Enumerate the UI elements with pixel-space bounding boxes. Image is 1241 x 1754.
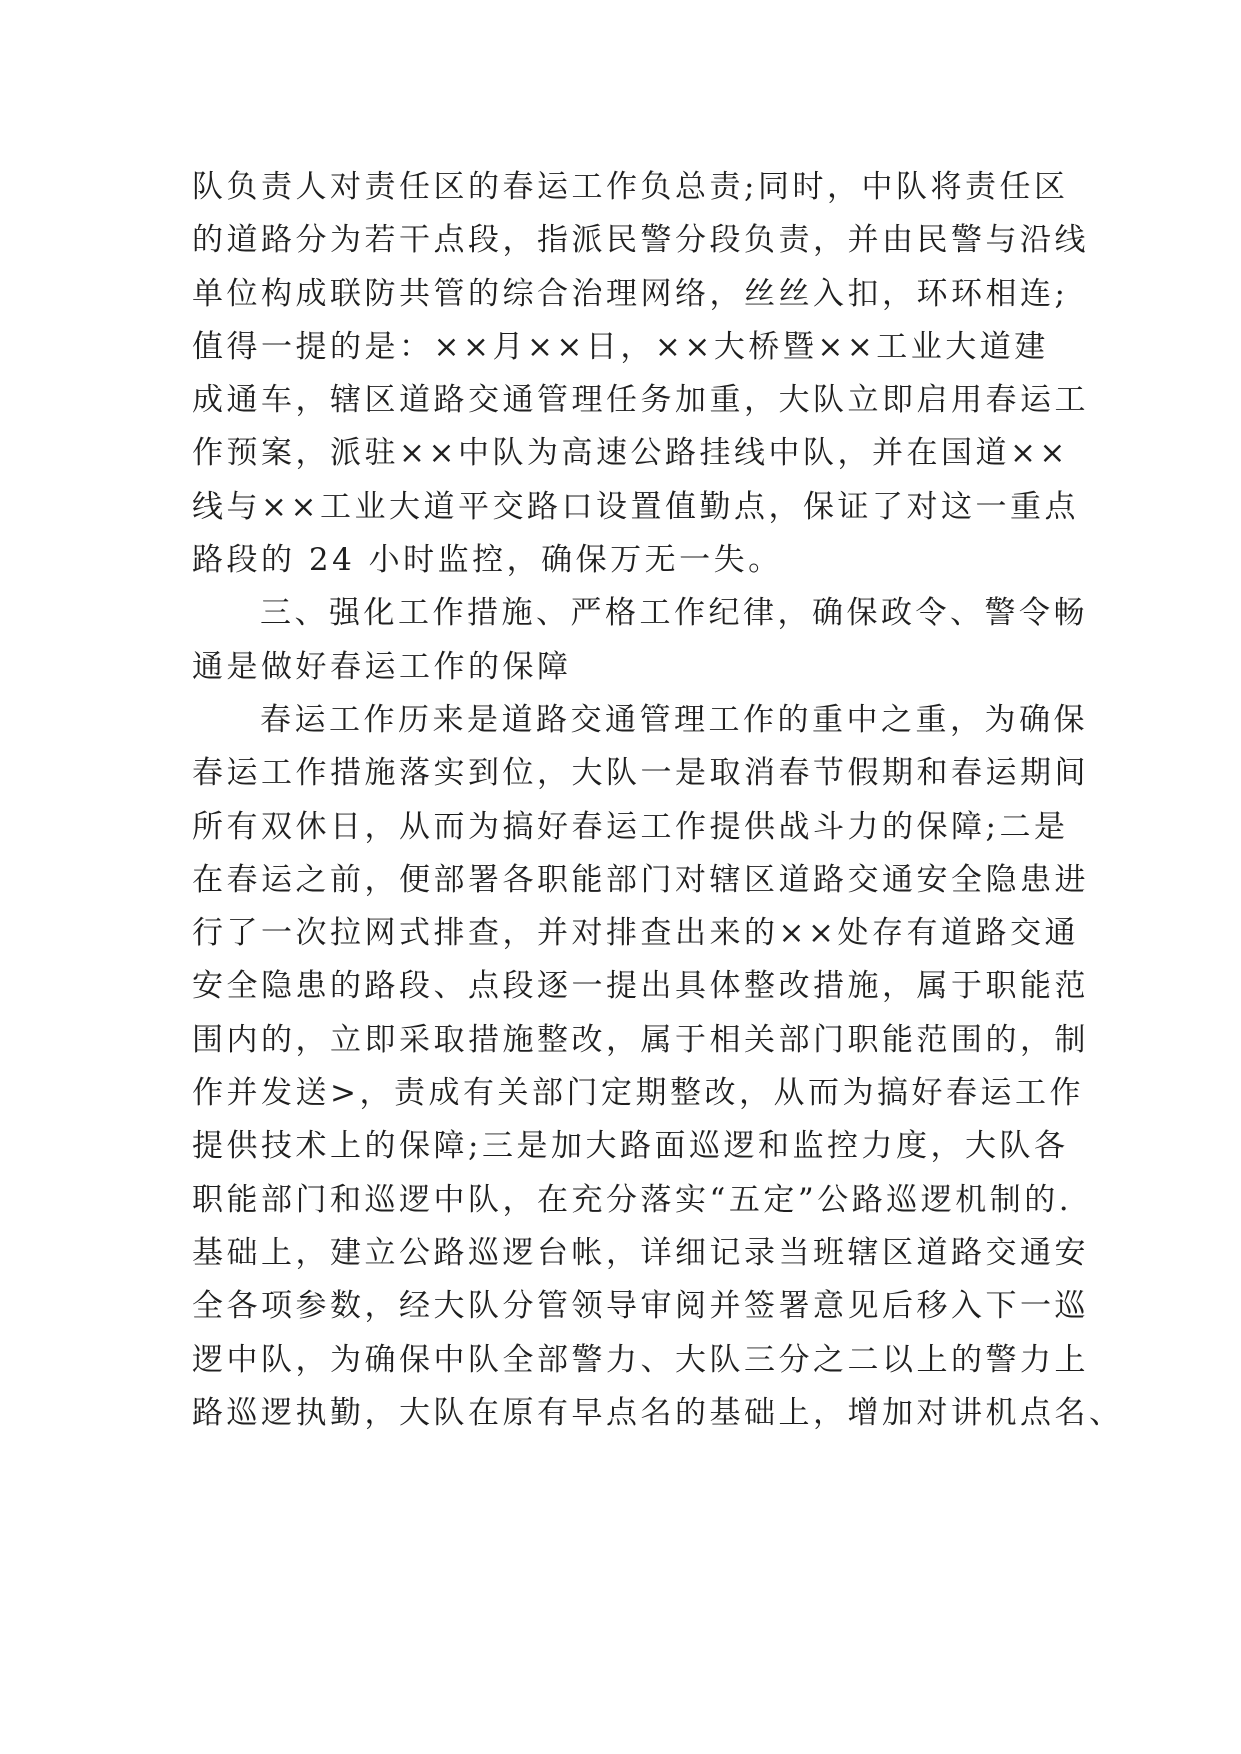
text-line: 作预案，派驻××中队为高速公路挂线中队，并在国道×× [192,435,1069,472]
text-line: 路巡逻执勤，大队在原有早点名的基础上，增加对讲机点名、 [192,1394,1124,1431]
text-line: 基础上，建立公路巡逻台帐，详细记录当班辖区道路交通安 [192,1234,1089,1271]
text-line: 逻中队，为确保中队全部警力、大队三分之二以上的警力上 [192,1341,1089,1378]
text-line: 提供技术上的保障;三是加大路面巡逻和监控力度，大队各 [192,1128,1069,1165]
text-line: 职能部门和巡逻中队，在充分落实“五定”公路巡逻机制的. [192,1181,1073,1218]
text-line: 行了一次拉网式排查，并对排查出来的××处存有道路交通 [192,915,1079,952]
text-line: 所有双休日，从而为搞好春运工作提供战斗力的保障;二是 [192,808,1069,845]
text-line: 作并发送>，责成有关部门定期整改，从而为搞好春运工作 [192,1075,1084,1112]
text-line: 的道路分为若干点段，指派民警分段负责，并由民警与沿线 [192,222,1089,259]
text-line: 春运工作措施落实到位，大队一是取消春节假期和春运期间 [192,755,1089,792]
text-line: 全各项参数，经大队分管领导审阅并签署意见后移入下一巡 [192,1288,1089,1325]
text-line: 单位构成联防共管的综合治理网络，丝丝入扣，环环相连; [192,275,1069,312]
text-line: 线与××工业大道平交路口设置值勤点，保证了对这一重点 [192,488,1079,525]
text-line: 队负责人对责任区的春运工作负总责;同时，中队将责任区 [192,169,1069,205]
section-heading-line: 通是做好春运工作的保障 [192,648,572,685]
section-heading-line: 三、强化工作措施、严格工作纪律，确保政令、警令畅 [260,595,1088,632]
text-line: 成通车，辖区道路交通管理任务加重，大队立即启用春运工 [192,382,1089,419]
text-line: 值得一提的是：××月××日，××大桥暨××工业大道建 [192,328,1049,365]
text-line: 围内的，立即采取措施整改，属于相关部门职能范围的，制 [192,1021,1089,1058]
body-text [192,161,1124,1440]
text-line: 安全隐患的路段、点段逐一提出具体整改措施，属于职能范 [192,968,1089,1005]
text-line: 春运工作历来是道路交通管理工作的重中之重，为确保 [260,701,1088,738]
text-line: 在春运之前，便部署各职能部门对辖区道路交通安全隐患进 [192,861,1089,898]
text-line: 路段的 24 小时监控，确保万无一失。 [192,542,783,579]
